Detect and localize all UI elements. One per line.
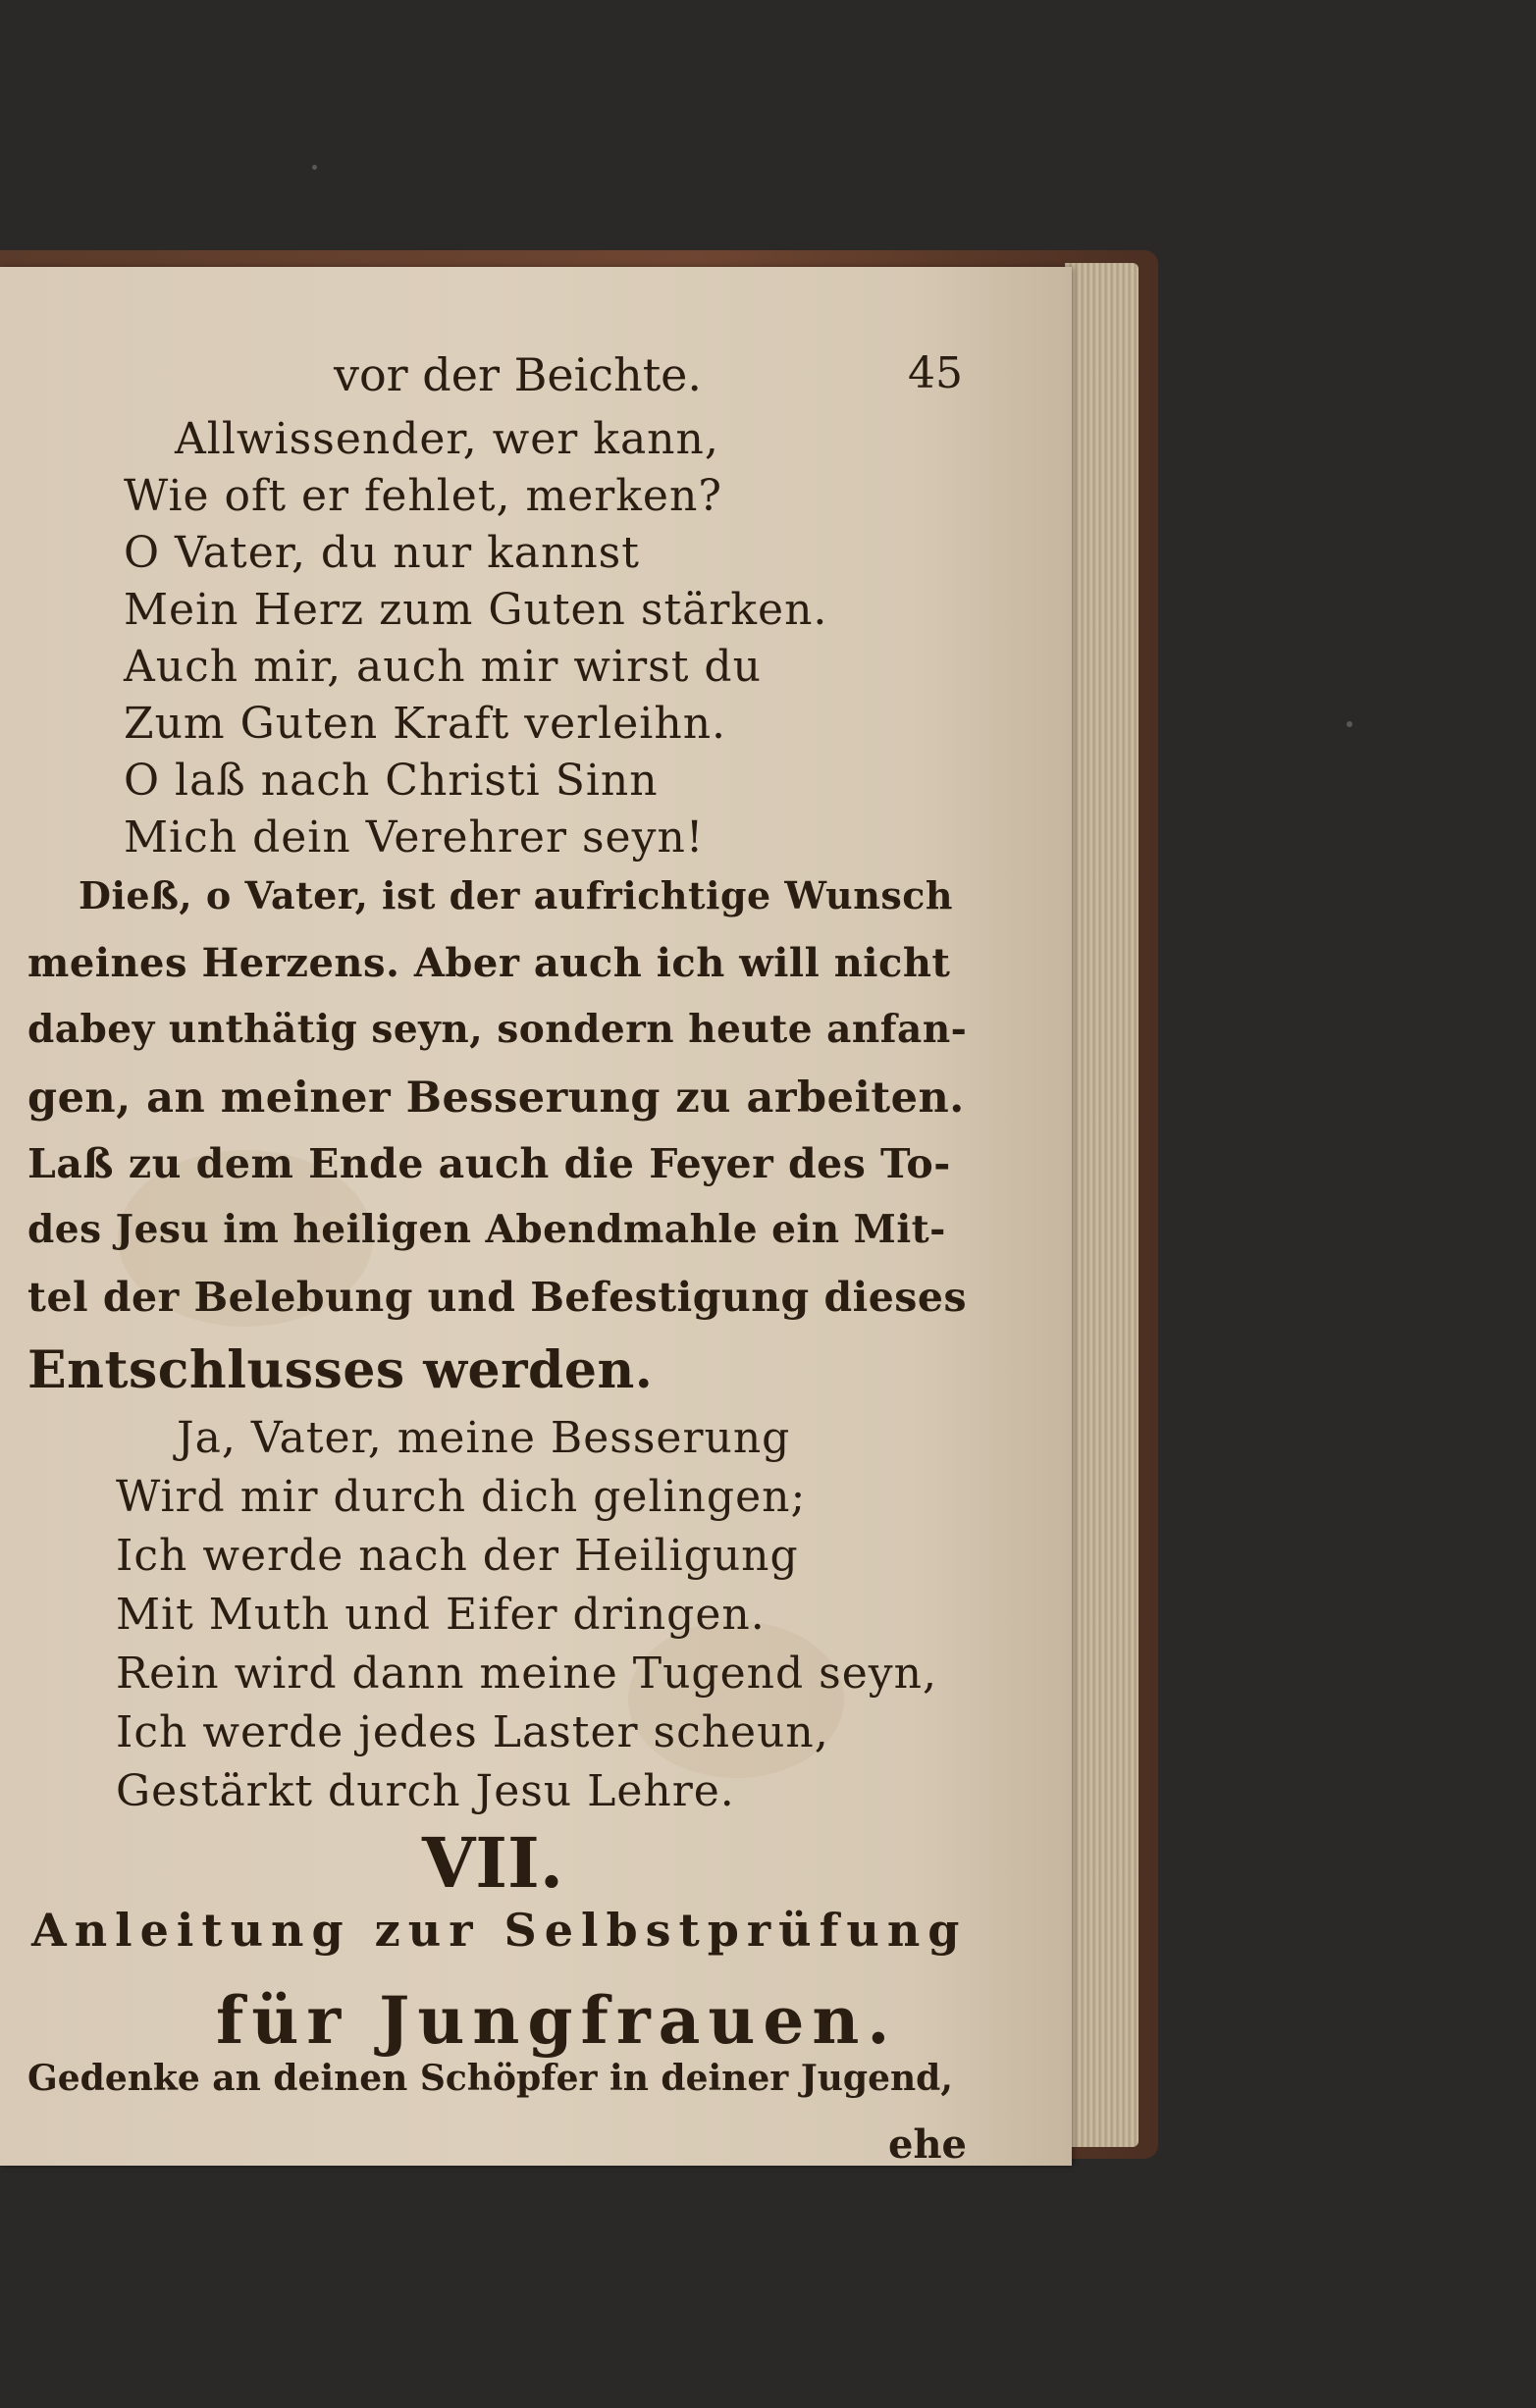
verse-line: Allwissender, wer kann, <box>175 414 719 464</box>
verse-line: Mein Herz zum Guten stärken. <box>124 585 828 635</box>
section-title: Anleitung zur Selbstprüfung <box>31 1904 968 1957</box>
prose-line: meines Herzens. Aber auch ich will nicht <box>27 940 951 986</box>
prose-line: tel der Belebung und Befestigung dieses <box>27 1274 968 1321</box>
page-number: 45 <box>908 348 963 398</box>
verse-line: Mich dein Verehrer seyn! <box>124 812 705 863</box>
motto-line: Gedenke an deinen Schöpfer in deiner Jugend, <box>27 2058 953 2099</box>
verse-line: Auch mir, auch mir wirst du <box>124 642 762 692</box>
page-edges <box>1065 263 1139 2147</box>
verse-line: Wie oft er fehlet, merken? <box>124 471 722 521</box>
prose-line: dabey unthätig seyn, sondern heute anfan- <box>27 1007 968 1052</box>
prose-line: des Jesu im heiligen Abendmahle ein Mit- <box>27 1207 946 1252</box>
verse-line: Ich werde jedes Laster scheun, <box>116 1707 829 1757</box>
section-subtitle: für Jungfrauen. <box>216 1982 898 2059</box>
catchword: ehe <box>888 2121 967 2168</box>
prose-line: Dieß, o Vater, ist der aufrichtige Wunsch <box>79 873 953 917</box>
verse-line: Gestärkt durch Jesu Lehre. <box>116 1766 735 1816</box>
running-title: vor der Beichte. <box>334 348 703 401</box>
verse-line: Mit Muth und Eifer dringen. <box>116 1590 766 1640</box>
verse-line: Ja, Vater, meine Besserung <box>177 1413 791 1463</box>
verse-line: Zum Guten Kraft verleihn. <box>124 699 727 749</box>
background-speck <box>312 165 317 170</box>
prose-line: Entschlusses werden. <box>27 1340 654 1400</box>
prose-line: Laß zu dem Ende auch die Feyer des To- <box>27 1140 951 1187</box>
verse-line: Wird mir durch dich gelingen; <box>116 1472 807 1522</box>
prose-line: gen, an meiner Besserung zu arbeiten. <box>27 1073 965 1123</box>
background-speck <box>1347 721 1352 727</box>
verse-line: Ich werde nach der Heiligung <box>116 1531 799 1581</box>
section-number: VII. <box>422 1822 564 1904</box>
book-page <box>0 267 1072 2166</box>
verse-line: Rein wird dann meine Tugend seyn, <box>116 1649 937 1699</box>
verse-line: O laß nach Christi Sinn <box>124 756 659 806</box>
verse-line: O Vater, du nur kannst <box>124 528 640 578</box>
